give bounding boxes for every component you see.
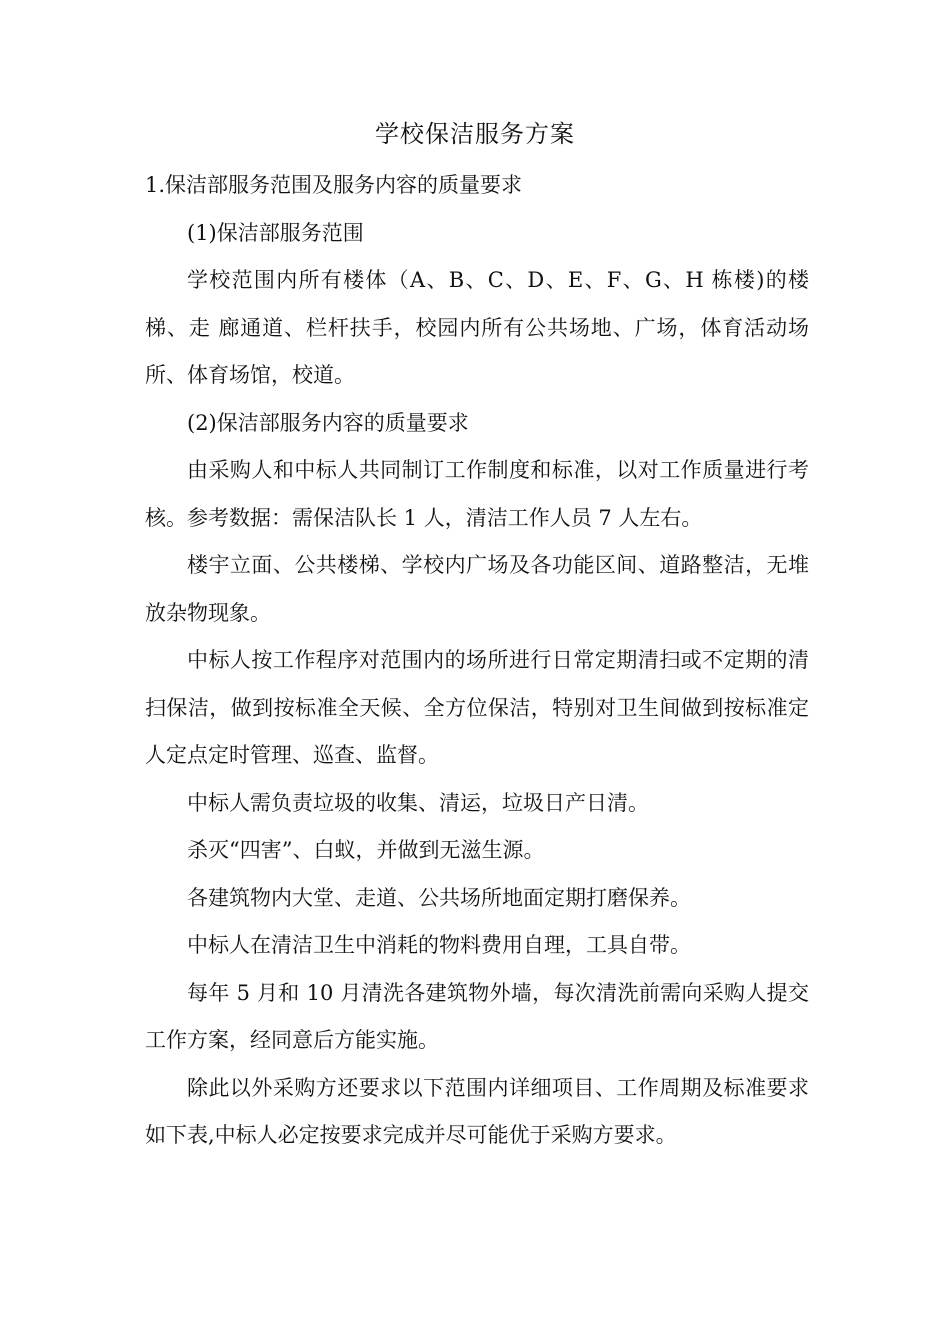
paragraph-scope: 学校范围内所有楼体（A、B、C、D、E、F、G、H 栋楼)的楼梯、走 廊通道、栏杆扶手，校园内所有公共场地、广场，体育活动场所、体育场馆，校道。 bbox=[145, 268, 809, 387]
document-title: 学校保洁服务方案 bbox=[375, 120, 575, 148]
paragraph: 中标人需负责垃圾的收集、清运，垃圾日产日清。 bbox=[187, 790, 649, 815]
paragraph: 中标人在清洁卫生中消耗的物料费用自理，工具自带。 bbox=[187, 933, 691, 957]
paragraph: 由采购人和中标人共同制订工作制度和标准，以对工作质量进行考核。参考数据：需保洁队长 1 人，清洁工作人员 7 人左右。 bbox=[145, 458, 809, 530]
document-body bbox=[145, 162, 809, 1160]
paragraph: 除此以外采购方还要求以下范围内详细项目、工作周期及标准要求如下表,中标人必定按要求完成并尽可能优于采购方要求。 bbox=[145, 1075, 809, 1147]
paragraph: 中标人按工作程序对范围内的场所进行日常定期清扫或不定期的清扫保洁，做到按标准全天候、全方位保洁，特别对卫生间做到按标准定人定点定时管理、巡查、监督。 bbox=[145, 648, 809, 767]
paragraph: 楼宇立面、公共楼梯、学校内广场及各功能区间、道路整洁，无堆放杂物现象。 bbox=[145, 553, 809, 625]
paragraph: 各建筑物内大堂、走道、公共场所地面定期打磨保养。 bbox=[187, 885, 691, 910]
paragraph: 杀灭“四害”、白蚁，并做到无滋生源。 bbox=[187, 838, 545, 862]
paragraph: 每年 5 月和 10 月清洗各建筑物外墙，每次清洗前需向采购人提交工作方案，经同意后方能实施。 bbox=[145, 980, 809, 1052]
sub-heading-scope: (1)保洁部服务范围 bbox=[187, 220, 364, 245]
sub-heading-quality: (2)保洁部服务内容的质量要求 bbox=[187, 410, 469, 435]
section-heading: 1.保洁部服务范围及服务内容的质量要求 bbox=[145, 173, 523, 197]
